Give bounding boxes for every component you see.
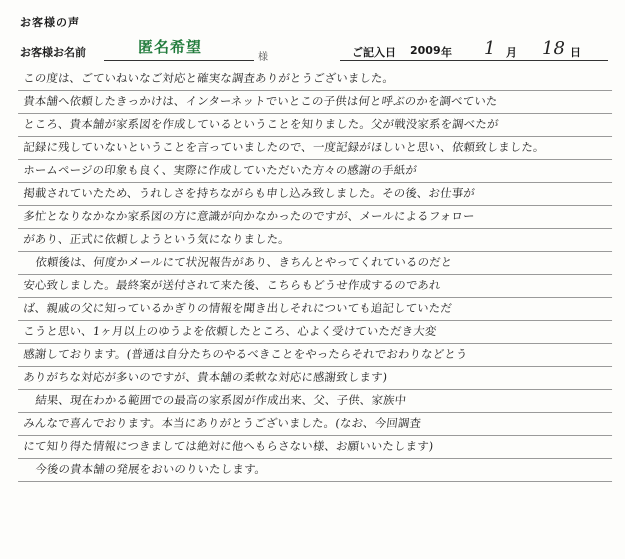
body-line: みんなで喜んでおります。本当にありがとうございました。(なお、今回調査: [18, 413, 614, 436]
body-line: 貴本舗へ依頼したきっかけは、インターネットでいとこの子供は何と呼ぶのかを調べていた: [18, 91, 614, 114]
body-line: 依頼後は、何度かメールにて状況報告があり、きちんとやってくれているのだと: [18, 252, 614, 275]
honorific-label: 様: [258, 52, 268, 63]
page-title: お客様の声: [20, 16, 80, 29]
day-unit-label: 日: [570, 46, 581, 59]
body-line: があり、正式に依頼しようという気になりました。: [18, 229, 614, 252]
body-line: ありがちな対応が多いのですが、貴本舗の柔軟な対応に感謝致します): [18, 367, 614, 390]
body-line: 掲載されていたため、うれしさを持ちながらも申し込み致しました。その後、お仕事が: [18, 183, 614, 206]
entry-month-value: 1: [484, 38, 496, 59]
name-underline: [104, 60, 254, 61]
month-unit-label: 月: [506, 46, 517, 59]
body-line: こうと思い、1ヶ月以上のゆうよを依頼したところ、心よく受けていただき大変: [18, 321, 614, 344]
body-line: この度は、ごていねいなご対応と確実な調査ありがとうございました。: [18, 68, 614, 91]
body-line: 記録に残していないということを言っていましたので、一度記録がほしいと思い、依頼致しました。: [18, 137, 614, 160]
body-line: ホームページの印象も良く、実際に作成していただいた方々の感謝の手紙が: [18, 160, 614, 183]
body-line: にて知り得た情報につきましては絶対に他へもらさない様、お願いいたします): [18, 436, 614, 459]
customer-name-value: 匿名希望: [138, 38, 203, 56]
body-line: 感謝しております。(普通は自分たちのやるべきことをやったらそれでおわりなどとう: [18, 344, 614, 367]
body-line: 結果、現在わかる範囲での最高の家系図が作成出来、父、子供、家族中: [18, 390, 614, 413]
date-underline: [340, 60, 608, 61]
testimonial-body: [18, 68, 612, 482]
year-unit-label: 年: [441, 46, 452, 59]
entry-day-value: 18: [542, 38, 565, 59]
body-line: 今後の貴本舗の発展をおいのりいたします。: [18, 459, 614, 482]
body-line: ところ、貴本舗が家系図を作成しているということを知りました。父が戦没家系を調べたが: [18, 114, 614, 137]
body-line: 安心致しました。最終案が送付されて来た後、こちらもどうせ作成するのであれ: [18, 275, 614, 298]
entry-date-label: ご記入日: [352, 46, 396, 59]
entry-year-value: 2009: [410, 44, 441, 57]
body-line: 多忙となりなかなか家系図の方に意識が向かなかったのですが、メールによるフォロー: [18, 206, 614, 229]
customer-name-label: お客様お名前: [20, 46, 86, 59]
body-line: ば、親戚の父に知っているかぎりの情報を聞き出しそれについても追記していただ: [18, 298, 614, 321]
